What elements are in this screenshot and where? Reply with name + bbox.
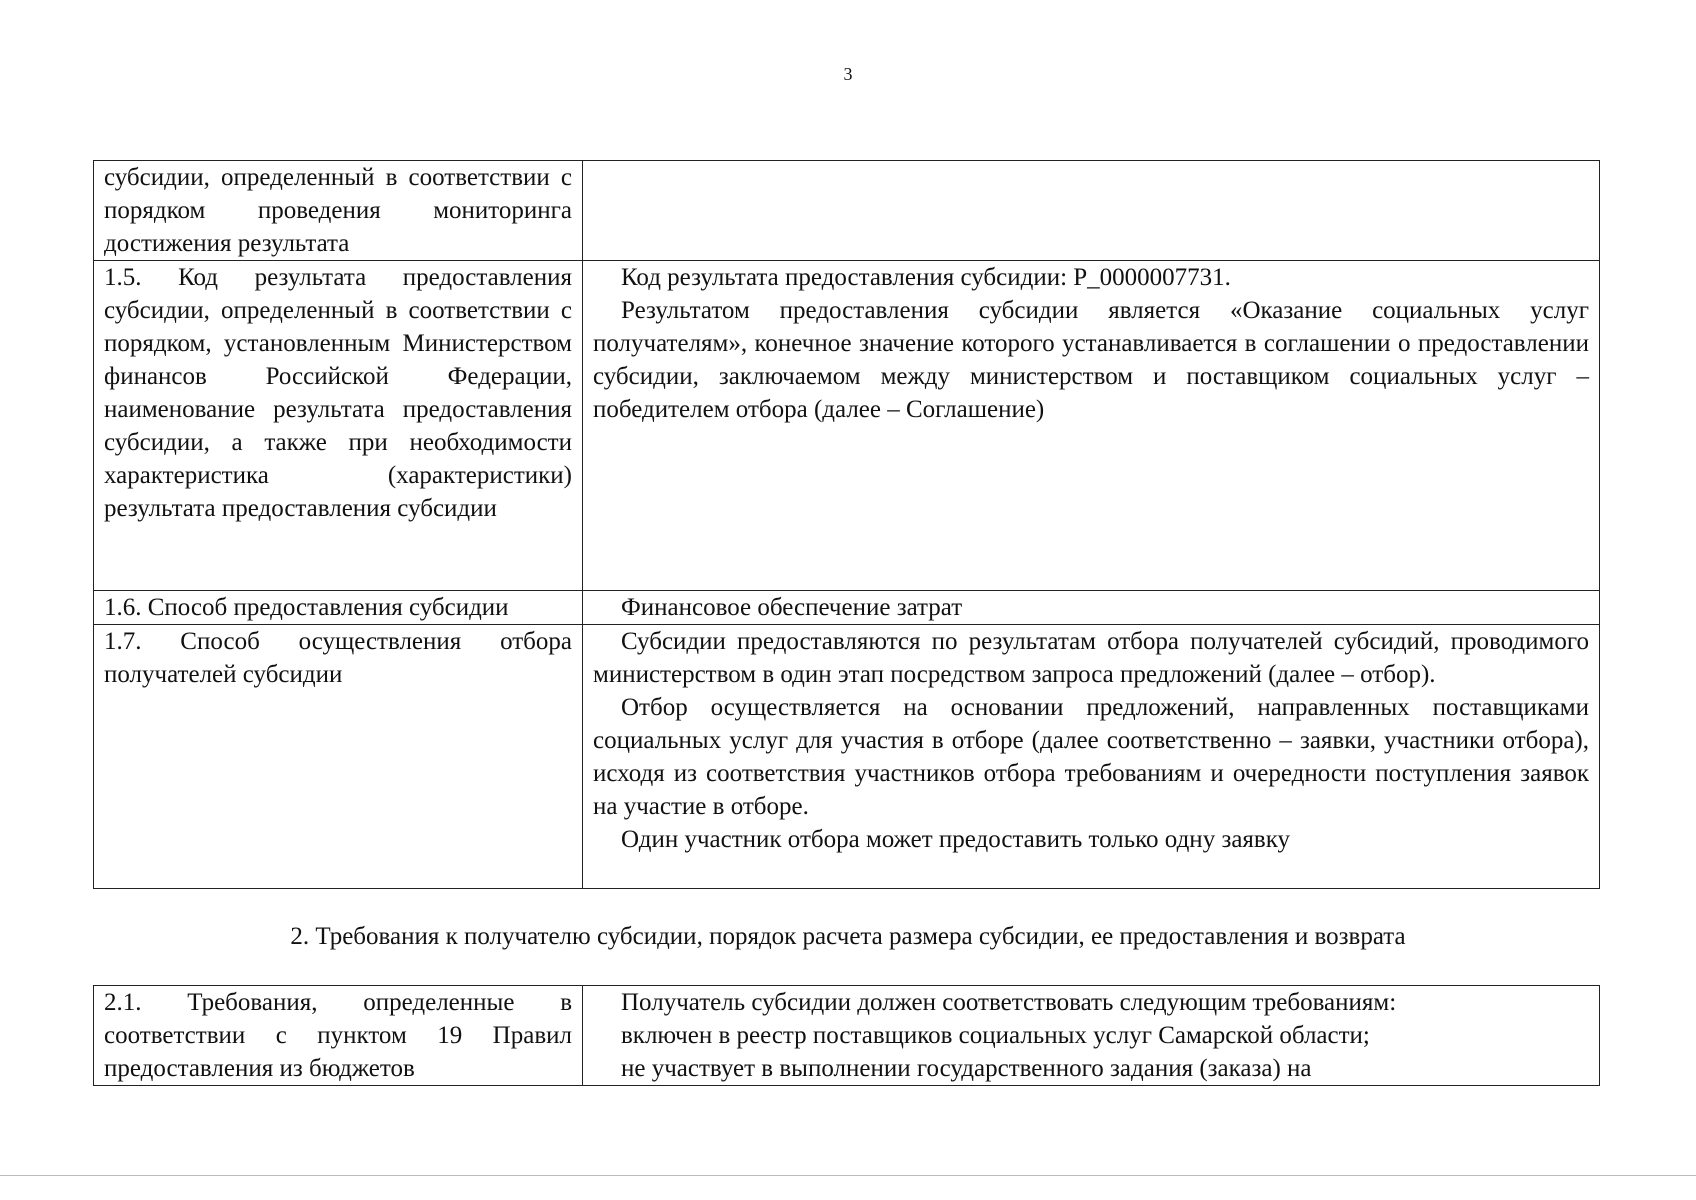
row-value [583,625,1600,889]
row-label: 2.1. Требования, определенные в соответствии с пунктом 19 Правил предоставления из бюджетов [94,986,583,1086]
row-label: 1.6. Способ предоставления субсидии [94,591,583,625]
paragraph: Финансовое обеспечение затрат [621,594,963,621]
recipient-requirements-table [93,985,1600,1086]
row-label: субсидии, определенный в соответствии с порядком проведения мониторинга достижения результата [94,161,583,261]
table-row [94,261,1600,591]
paragraph: включен в реестр поставщиков социальных услуг Самарской области; [621,1022,1370,1049]
table-row [94,986,1600,1086]
page-bottom-divider [0,1175,1696,1176]
row-value [583,261,1600,591]
subsidy-parameters-table [93,160,1600,889]
paragraph: Отбор осуществляется на основании предложений, направленных поставщиками социальных услуг для участия в отборе (далее соответственно – заявки, участники отбора), исходя из соответствия участников отбора требованиям и очередности поступления заявок на участие в отборе. [593,694,1589,820]
row-label: 1.5. Код результата предоставления субсидии, определенный в соответствии с порядком, установленным Министерством финансов Российской Федерации, наименование результата предоставления субсидии, а также при необходимости характеристика (характеристики) результата предоставления субсидии [94,261,583,591]
row-value [583,591,1600,625]
table-row [94,591,1600,625]
section-heading: 2. Требования к получателю субсидии, порядок расчета размера субсидии, ее предоставления и возврата [290,923,1406,950]
paragraph: Результатом предоставления субсидии является «Оказание социальных услуг получателям», конечное значение которого устанавливается в соглашении о предоставлении субсидии, заключаемом между министерством и поставщиком социальных услуг – победителем отбора (далее – Соглашение) [593,297,1589,423]
paragraph: Получатель субсидии должен соответствовать следующим требованиям: [621,989,1397,1016]
table-row [94,625,1600,889]
row-value [583,986,1600,1086]
table-row [94,161,1600,261]
paragraph: Код результата предоставления субсидии: P_0000007731. [621,264,1231,291]
row-label: 1.7. Способ осуществления отбора получателей субсидии [94,625,583,889]
paragraph: не участвует в выполнении государственного задания (заказа) на [621,1055,1312,1082]
paragraph: Один участник отбора может предоставить только одну заявку [621,826,1291,853]
paragraph: Субсидии предоставляются по результатам отбора получателей субсидий, проводимого министерством в один этап посредством запроса предложений (далее – отбор). [593,628,1589,688]
row-value [583,161,1600,261]
page-number: 3 [843,64,853,84]
